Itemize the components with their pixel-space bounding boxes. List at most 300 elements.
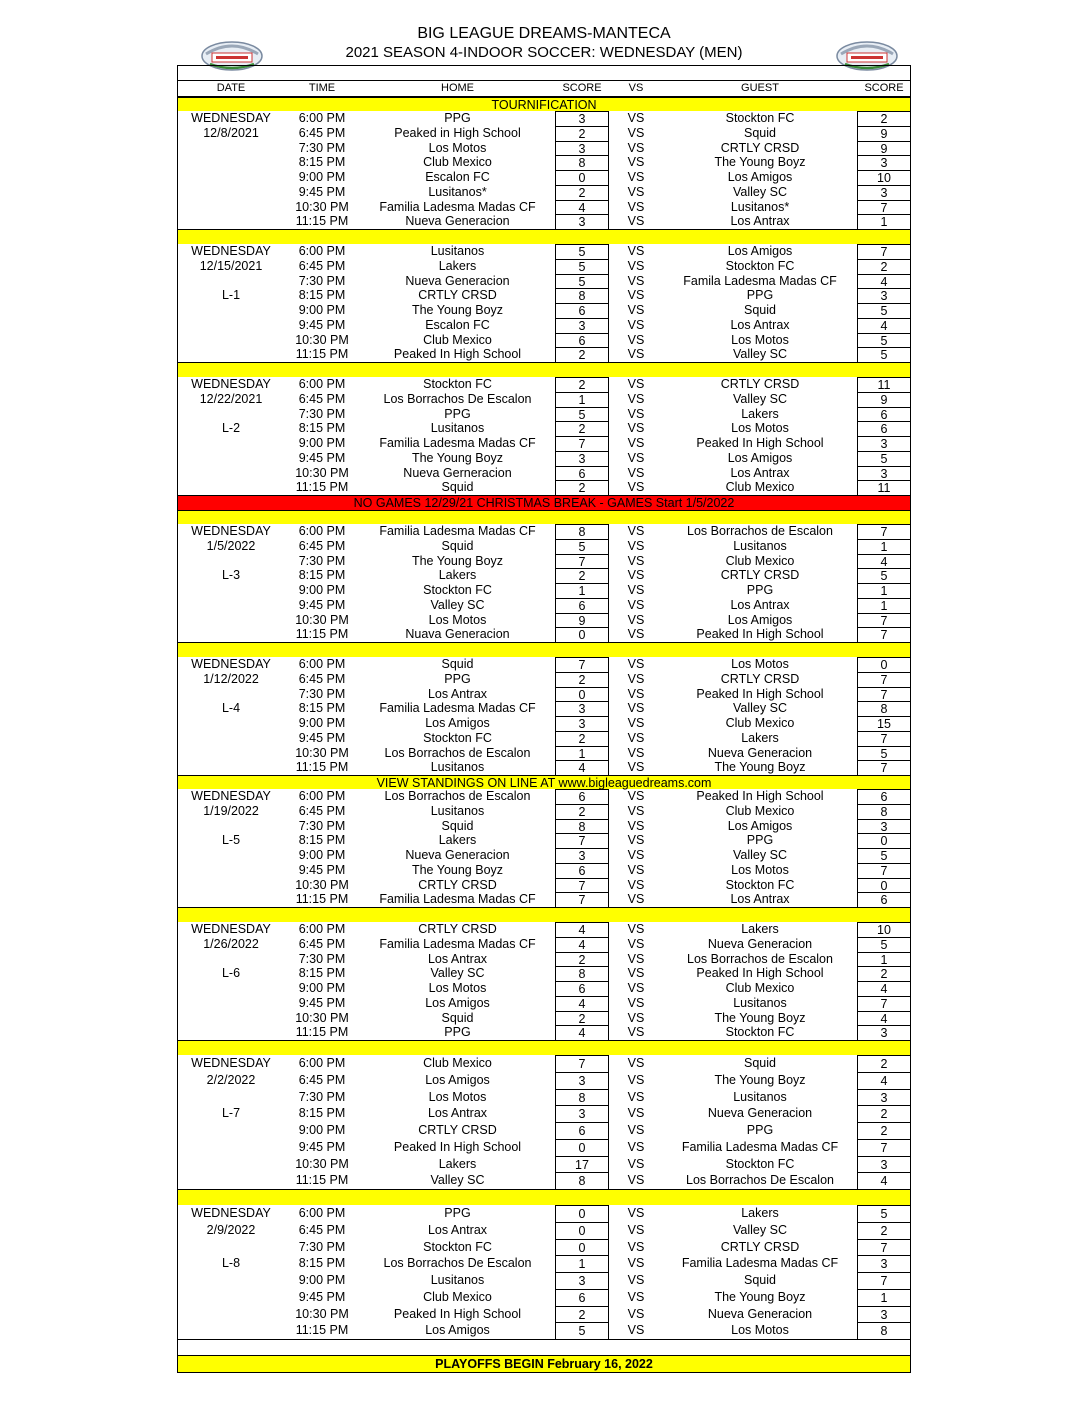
week-day: WEDNESDAY [191, 922, 271, 936]
week-label: L-1 [221, 288, 241, 303]
date-cell [178, 466, 284, 481]
week-label: L-6 [221, 966, 241, 981]
table-row [178, 833, 910, 848]
vs-label: VS [627, 170, 645, 184]
tournification-banner: TOURNIFICATION [178, 97, 910, 111]
game-time: 10:30 PM [295, 1156, 349, 1171]
home-score: 2 [555, 126, 609, 141]
guest-score: 8 [857, 701, 911, 716]
table-row [178, 731, 910, 746]
table-row [178, 1072, 910, 1089]
guest-team: Valley SC [733, 184, 787, 199]
vs-label: VS [627, 1273, 645, 1287]
table-row [178, 451, 910, 466]
guest-team: Club Mexico [725, 981, 795, 995]
home-score: 3 [555, 1105, 609, 1122]
guest-score: 2 [857, 1055, 911, 1072]
guest-team: Stockton FC [725, 877, 795, 892]
game-time: 6:00 PM [298, 244, 346, 258]
date-cell [178, 451, 284, 466]
week-date: 1/26/2022 [203, 936, 259, 951]
home-score: 6 [555, 333, 609, 348]
guest-score: 7 [857, 996, 911, 1011]
vs-label: VS [627, 303, 645, 317]
table-row [178, 466, 910, 481]
table-row [178, 687, 910, 702]
guest-score: 15 [857, 716, 911, 731]
home-score: 3 [555, 318, 609, 333]
table-row [178, 746, 910, 761]
home-score: 1 [555, 392, 609, 407]
date-cell [178, 480, 284, 495]
date-cell [178, 863, 284, 878]
guest-score: 5 [857, 451, 911, 466]
vs-label: VS [627, 922, 645, 936]
vs-label: VS [627, 657, 645, 671]
week-date: 1/5/2022 [206, 538, 256, 553]
date-cell [178, 613, 284, 628]
home-team: Peaked in High School [394, 125, 521, 140]
guest-team: Familia Ladesma Madas CF [681, 1256, 839, 1271]
date-cell [178, 746, 284, 761]
home-score: 3 [555, 716, 609, 731]
home-team: Familia Ladesma Madas CF [379, 524, 536, 538]
guest-score: 5 [857, 333, 911, 348]
week-day: WEDNESDAY [191, 657, 271, 671]
guest-score: 5 [857, 848, 911, 863]
home-team: Familia Ladesma Madas CF [379, 936, 536, 951]
guest-score: 3 [857, 288, 911, 303]
guest-score: 8 [857, 1322, 911, 1339]
date-cell [178, 598, 284, 613]
guest-score: 7 [857, 1239, 911, 1256]
vs-label: VS [627, 332, 645, 347]
home-team: The Young Boyz [411, 303, 504, 317]
vs-label: VS [627, 258, 645, 273]
guest-score: 10 [857, 922, 911, 937]
date-cell [178, 892, 284, 907]
guest-team: Peaked In High School [696, 686, 824, 701]
game-time: 10:30 PM [295, 877, 349, 892]
home-team: Stockton FC [423, 1239, 492, 1254]
game-time: 6:00 PM [298, 657, 346, 671]
game-time: 10:30 PM [295, 612, 349, 627]
home-team: Familia Ladesma Madas CF [379, 199, 536, 214]
table-row [178, 1322, 910, 1339]
game-time: 8:15 PM [298, 833, 346, 848]
guest-score: 5 [857, 347, 911, 362]
home-team: Los Motos [428, 1089, 487, 1104]
guest-score: 4 [857, 1072, 911, 1089]
vs-label: VS [627, 803, 645, 818]
table-row [178, 377, 910, 392]
table-row [178, 539, 910, 554]
table-row [178, 214, 910, 229]
vs-label: VS [627, 155, 645, 170]
guest-score: 7 [857, 627, 911, 642]
guest-team: Nueva Generacion [707, 745, 813, 760]
game-time: 10:30 PM [295, 1010, 349, 1025]
home-score: 7 [555, 657, 609, 672]
vs-label: VS [627, 1239, 645, 1254]
home-team: Familia Ladesma Madas CF [379, 436, 536, 450]
vs-label: VS [627, 1173, 645, 1188]
home-score: 3 [555, 111, 609, 126]
home-team: Los Borrachos De Escalon [383, 391, 532, 406]
table-row [178, 583, 910, 598]
home-score: 2 [555, 377, 609, 392]
week-date: 2/2/2022 [206, 1072, 256, 1087]
game-time: 9:00 PM [298, 981, 346, 995]
week-date: 12/8/2021 [203, 125, 259, 140]
week-day: WEDNESDAY [191, 377, 271, 391]
table-row [178, 1156, 910, 1173]
vs-label: VS [627, 1156, 645, 1171]
table-row [178, 288, 910, 303]
home-team: Club Mexico [423, 155, 492, 170]
separator-band [178, 907, 910, 922]
date-cell [178, 583, 284, 598]
table-row [178, 1272, 910, 1289]
guest-team: Los Antrax [730, 317, 790, 332]
guest-score: 3 [857, 819, 911, 834]
vs-label: VS [627, 1222, 645, 1237]
date-cell [178, 1289, 284, 1306]
week-date: 2/9/2022 [206, 1222, 256, 1237]
guest-score: 4 [857, 1011, 911, 1026]
home-team: CRTLY CRSD [418, 1123, 497, 1137]
date-cell [178, 185, 284, 200]
home-score: 2 [555, 568, 609, 583]
vs-label: VS [627, 436, 645, 450]
guest-team: Club Mexico [725, 480, 795, 495]
table-row [178, 436, 910, 451]
guest-score: 9 [857, 126, 911, 141]
home-team: Squid [441, 657, 474, 671]
vs-label: VS [627, 1323, 645, 1338]
game-time: 6:45 PM [298, 1222, 346, 1237]
home-team: Valley SC [430, 1173, 485, 1188]
guest-team: PPG [746, 1123, 774, 1137]
home-team: Familia Ladesma Madas CF [379, 892, 536, 907]
guest-score: 3 [857, 436, 911, 451]
vs-label: VS [627, 701, 645, 716]
guest-score: 5 [857, 746, 911, 761]
home-score: 7 [555, 1055, 609, 1072]
home-score: 2 [555, 731, 609, 746]
home-score: 7 [555, 436, 609, 451]
guest-score: 11 [857, 377, 911, 392]
guest-team: The Young Boyz [714, 155, 806, 170]
home-team: Lusitanos [430, 421, 485, 436]
home-team: Los Motos [428, 981, 487, 995]
week-date: 1/12/2022 [203, 671, 259, 686]
home-score: 8 [555, 155, 609, 170]
guest-score: 1 [857, 539, 911, 554]
vs-label: VS [627, 1139, 645, 1154]
vs-label: VS [627, 406, 645, 421]
table-row [178, 333, 910, 348]
game-time: 6:45 PM [298, 803, 346, 818]
home-team: Lusitanos [430, 760, 485, 775]
vs-label: VS [627, 716, 645, 730]
vs-label: VS [627, 936, 645, 951]
home-score: 0 [555, 170, 609, 185]
table-row [178, 981, 910, 996]
vs-label: VS [627, 1206, 645, 1220]
home-team: PPG [444, 671, 471, 686]
table-row [178, 407, 910, 422]
game-time: 6:00 PM [298, 1056, 346, 1070]
separator-band [178, 642, 910, 657]
home-score: 4 [555, 760, 609, 775]
week-label: L-8 [221, 1256, 241, 1271]
column-header-row [178, 81, 910, 97]
home-score: 3 [555, 1272, 609, 1289]
guest-team: Lakers [741, 406, 779, 421]
game-time: 6:00 PM [298, 111, 346, 125]
vs-label: VS [627, 583, 645, 597]
guest-score: 4 [857, 274, 911, 289]
guest-team: CRTLY CRSD [720, 1239, 800, 1254]
vs-label: VS [627, 1056, 645, 1070]
guest-team: Valley SC [733, 848, 787, 862]
date-cell [178, 554, 284, 569]
table-row [178, 922, 910, 937]
date-cell [178, 303, 284, 318]
week-label: L-3 [221, 568, 241, 583]
table-row [178, 760, 910, 775]
guest-score: 10 [857, 170, 911, 185]
game-time: 11:15 PM [295, 1173, 349, 1188]
home-score: 3 [555, 141, 609, 156]
table-row [178, 303, 910, 318]
guest-team: Squid [744, 125, 776, 140]
vs-label: VS [627, 244, 645, 258]
home-score: 4 [555, 922, 609, 937]
home-team: Peaked In High School [393, 1306, 522, 1321]
vs-label: VS [627, 892, 645, 907]
guest-score: 1 [857, 583, 911, 598]
vs-label: VS [627, 818, 645, 833]
home-team: Los Amigos [425, 1323, 490, 1338]
guest-score: 4 [857, 981, 911, 996]
date-cell [178, 1239, 284, 1256]
guest-team: Stockton FC [725, 1025, 795, 1040]
vs-label: VS [627, 981, 645, 995]
guest-team: Lusitanos [733, 1089, 787, 1104]
date-cell [178, 170, 284, 185]
home-score: 2 [555, 672, 609, 687]
home-team: CRTLY CRSD [418, 288, 497, 303]
game-time: 9:00 PM [298, 716, 346, 730]
guest-score: 9 [857, 392, 911, 407]
home-score: 7 [555, 554, 609, 569]
game-time: 9:45 PM [298, 450, 346, 465]
game-time: 11:15 PM [295, 347, 349, 362]
vs-label: VS [627, 568, 645, 583]
vs-label: VS [627, 862, 645, 877]
guest-score: 0 [857, 833, 911, 848]
vs-label: VS [627, 1256, 645, 1271]
table-row [178, 392, 910, 407]
guest-team: The Young Boyz [714, 1289, 806, 1304]
home-score: 0 [555, 1239, 609, 1256]
home-team: Club Mexico [423, 1289, 492, 1304]
guest-team: Peaked In High School [696, 966, 824, 981]
table-row [178, 701, 910, 716]
guest-team: Peaked In High School [696, 789, 824, 803]
table-row [178, 789, 910, 804]
vs-label: VS [627, 140, 645, 155]
home-score: 8 [555, 1089, 609, 1106]
vs-label: VS [627, 789, 645, 803]
home-team: Club Mexico [423, 332, 492, 347]
date-cell [178, 731, 284, 746]
home-team: Lusitanos [430, 244, 485, 258]
guest-team: PPG [746, 583, 774, 597]
date-cell [178, 1272, 284, 1289]
game-time: 9:45 PM [298, 317, 346, 332]
week-day: WEDNESDAY [191, 789, 271, 803]
table-row [178, 1255, 910, 1272]
guest-team: Lusitanos [733, 995, 787, 1010]
date-cell [178, 318, 284, 333]
table-row [178, 1306, 910, 1323]
guest-team: The Young Boyz [714, 760, 806, 775]
table-row [178, 480, 910, 495]
week-date: 12/22/2021 [199, 391, 263, 406]
date-cell [178, 687, 284, 702]
separator-band [178, 1040, 910, 1055]
home-team: Los Amigos [425, 995, 490, 1010]
game-time: 11:15 PM [295, 214, 349, 229]
table-row [178, 1289, 910, 1306]
guest-team: Los Amigos [727, 818, 793, 833]
guest-team: Famila Ladesma Madas CF [683, 273, 837, 288]
table-row [178, 274, 910, 289]
home-score: 6 [555, 789, 609, 804]
table-row [178, 996, 910, 1011]
home-team: Los Motos [428, 612, 487, 627]
home-score: 8 [555, 288, 609, 303]
table-row [178, 141, 910, 156]
table-row [178, 937, 910, 952]
home-team: Lusitanos [430, 1273, 485, 1287]
home-score: 6 [555, 303, 609, 318]
guest-score: 1 [857, 1289, 911, 1306]
date-cell [178, 760, 284, 775]
vs-label: VS [627, 627, 645, 642]
home-score: 1 [555, 583, 609, 598]
vs-label: VS [627, 966, 645, 981]
vs-label: VS [627, 597, 645, 612]
guest-team: The Young Boyz [714, 1072, 806, 1087]
vs-label: VS [627, 465, 645, 480]
vs-label: VS [627, 671, 645, 686]
guest-team: Nueva Generacion [707, 936, 813, 951]
vs-label: VS [627, 877, 645, 892]
home-score: 2 [555, 185, 609, 200]
vs-label: VS [627, 317, 645, 332]
date-cell [178, 1139, 284, 1156]
date-cell [178, 1025, 284, 1040]
home-score: 0 [555, 1222, 609, 1239]
guest-score: 2 [857, 966, 911, 981]
home-team: The Young Boyz [411, 450, 504, 465]
vs-label: VS [627, 538, 645, 553]
table-row [178, 627, 910, 642]
game-time: 9:45 PM [298, 597, 346, 612]
week-day: WEDNESDAY [191, 111, 271, 125]
table-row [178, 848, 910, 863]
home-team: PPG [444, 1025, 471, 1040]
guest-team: Stockton FC [725, 258, 795, 273]
separator-band [178, 1189, 910, 1205]
home-team: Valley SC [430, 597, 485, 612]
date-cell [178, 627, 284, 642]
vs-label: VS [627, 995, 645, 1010]
home-team: CRTLY CRSD [418, 922, 497, 936]
home-team: Stockton FC [423, 583, 492, 597]
guest-team: Club Mexico [725, 553, 795, 568]
guest-team: Los Antrax [730, 892, 790, 907]
guest-team: Los Motos [731, 1323, 789, 1338]
guest-team: Los Amigos [727, 450, 793, 465]
game-time: 9:45 PM [298, 184, 346, 199]
table-row [178, 1205, 910, 1222]
home-team: Nuava Generacion [405, 627, 510, 642]
game-time: 8:15 PM [298, 966, 346, 981]
guest-team: Los Motos [731, 332, 789, 347]
home-team: Squid [441, 818, 474, 833]
home-score: 7 [555, 878, 609, 893]
game-time: 6:45 PM [298, 258, 346, 273]
table-row [178, 568, 910, 583]
guest-team: Valley SC [733, 701, 787, 716]
home-team: Lakers [438, 568, 477, 583]
guest-team: CRTLY CRSD [720, 377, 800, 391]
table-row [178, 1011, 910, 1026]
home-team: Familia Ladesma Madas CF [379, 701, 536, 716]
table-row [178, 1139, 910, 1156]
home-team: Los Amigos [425, 1072, 490, 1087]
guest-score: 2 [857, 259, 911, 274]
date-cell [178, 1122, 284, 1139]
guest-score: 2 [857, 1222, 911, 1239]
guest-score: 2 [857, 1105, 911, 1122]
vs-label: VS [627, 1089, 645, 1104]
guest-score: 0 [857, 657, 911, 672]
guest-score: 3 [857, 1156, 911, 1173]
guest-score: 1 [857, 598, 911, 613]
header-home: HOME [441, 82, 474, 94]
home-team: Los Antrax [427, 686, 488, 701]
table-row [178, 1239, 910, 1256]
home-score: 8 [555, 524, 609, 539]
table-row [178, 244, 910, 259]
home-score: 0 [555, 1205, 609, 1222]
game-time: 9:00 PM [298, 436, 346, 450]
vs-label: VS [627, 421, 645, 436]
home-team: Squid [441, 1010, 474, 1025]
guest-team: Los Antrax [730, 597, 790, 612]
week-day: WEDNESDAY [191, 524, 271, 538]
home-team: PPG [444, 111, 471, 125]
game-time: 9:45 PM [298, 730, 346, 745]
home-score: 2 [555, 952, 609, 967]
game-time: 8:15 PM [298, 1256, 346, 1271]
